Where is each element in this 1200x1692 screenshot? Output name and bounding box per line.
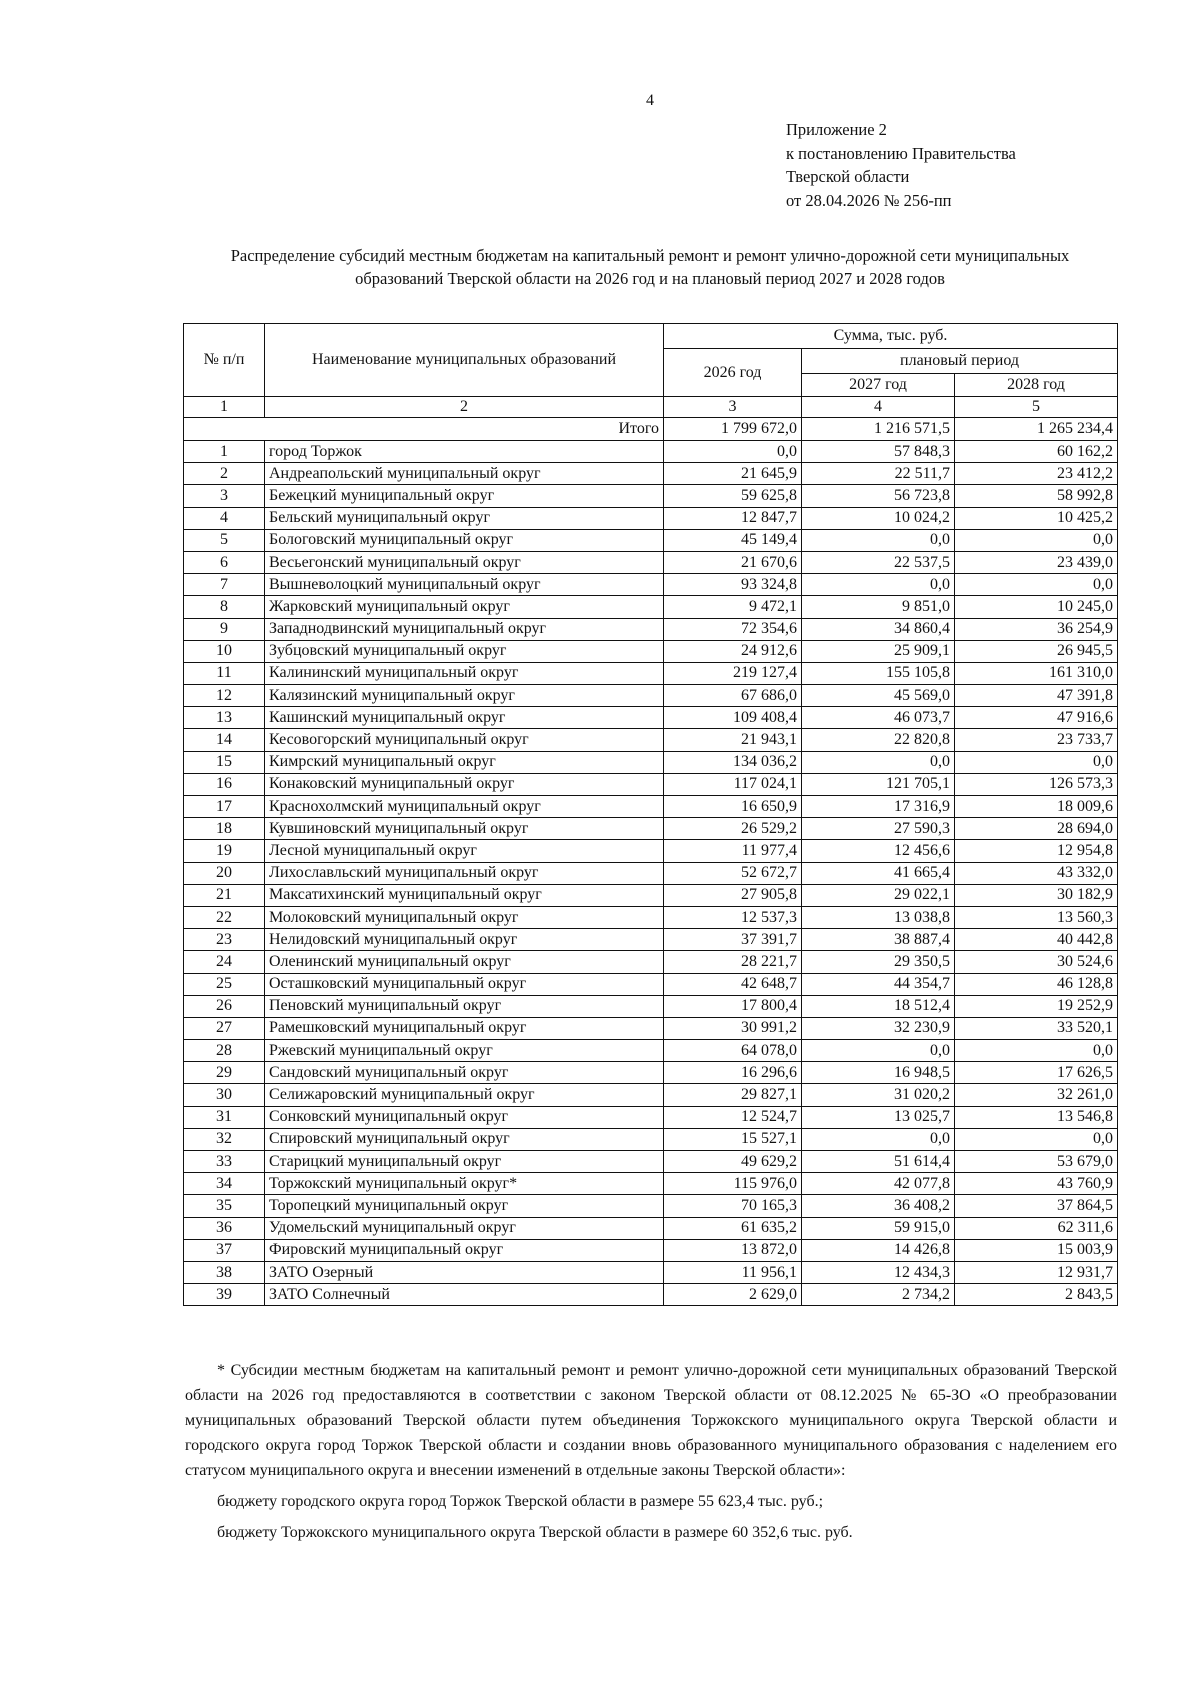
value-2027: 0,0 — [802, 1040, 955, 1062]
municipality-name: ЗАТО Озерный — [265, 1261, 664, 1283]
value-2027: 51 614,4 — [802, 1151, 955, 1173]
value-2026: 67 686,0 — [664, 685, 802, 707]
value-2027: 36 408,2 — [802, 1195, 955, 1217]
table-row — [184, 951, 1118, 973]
column-number: 1 — [184, 397, 265, 418]
value-2027: 0,0 — [802, 529, 955, 551]
value-2026: 16 650,9 — [664, 796, 802, 818]
value-2027: 31 020,2 — [802, 1084, 955, 1106]
value-2028: 30 524,6 — [955, 951, 1118, 973]
row-number: 36 — [184, 1217, 265, 1239]
value-2028: 62 311,6 — [955, 1217, 1118, 1239]
value-2026: 24 912,6 — [664, 640, 802, 662]
table-row — [184, 551, 1118, 573]
value-2026: 45 149,4 — [664, 529, 802, 551]
title-line: Распределение субсидий местным бюджетам на капитальный ремонт и ремонт улично-дорожной сети муниципальных — [230, 246, 1070, 265]
table-row — [184, 1239, 1118, 1261]
value-2026: 27 905,8 — [664, 884, 802, 906]
value-2026: 21 943,1 — [664, 729, 802, 751]
document-title — [180, 244, 1120, 290]
value-2028: 0,0 — [955, 1040, 1118, 1062]
table-row — [184, 1062, 1118, 1084]
municipality-name: Осташковский муниципальный округ — [265, 973, 664, 995]
value-2026: 117 024,1 — [664, 773, 802, 795]
value-2027: 2 734,2 — [802, 1284, 955, 1306]
value-2028: 53 679,0 — [955, 1151, 1118, 1173]
row-number: 5 — [184, 529, 265, 551]
value-2027: 0,0 — [802, 574, 955, 596]
value-2028: 2 843,5 — [955, 1284, 1118, 1306]
municipality-name: Лихославльский муниципальный округ — [265, 862, 664, 884]
value-2026: 42 648,7 — [664, 973, 802, 995]
value-2028: 15 003,9 — [955, 1239, 1118, 1261]
value-2027: 46 073,7 — [802, 707, 955, 729]
value-2028: 0,0 — [955, 1128, 1118, 1150]
table-row — [184, 906, 1118, 928]
header-2026: 2026 год — [664, 349, 802, 397]
municipality-name: Молоковский муниципальный округ — [265, 906, 664, 928]
municipality-name: Жарковский муниципальный округ — [265, 596, 664, 618]
municipality-name: Рамешковский муниципальный округ — [265, 1017, 664, 1039]
value-2028: 33 520,1 — [955, 1017, 1118, 1039]
value-2028: 12 954,8 — [955, 840, 1118, 862]
value-2027: 59 915,0 — [802, 1217, 955, 1239]
row-number: 30 — [184, 1084, 265, 1106]
value-2027: 14 426,8 — [802, 1239, 955, 1261]
value-2026: 11 977,4 — [664, 840, 802, 862]
row-number: 19 — [184, 840, 265, 862]
row-number: 24 — [184, 951, 265, 973]
value-2027: 16 948,5 — [802, 1062, 955, 1084]
value-2028: 23 733,7 — [955, 729, 1118, 751]
value-2026: 219 127,4 — [664, 662, 802, 684]
row-number: 4 — [184, 507, 265, 529]
value-2028: 37 864,5 — [955, 1195, 1118, 1217]
municipality-name: Торжокский муниципальный округ* — [265, 1173, 664, 1195]
value-2026: 49 629,2 — [664, 1151, 802, 1173]
value-2028: 47 391,8 — [955, 685, 1118, 707]
value-2027: 41 665,4 — [802, 862, 955, 884]
municipality-name: Весьегонский муниципальный округ — [265, 551, 664, 573]
appendix-line: от 28.04.2026 № 256-пп — [786, 190, 952, 210]
row-number: 11 — [184, 662, 265, 684]
value-2027: 12 434,3 — [802, 1261, 955, 1283]
value-2028: 46 128,8 — [955, 973, 1118, 995]
footnote-text: * Субсидии местным бюджетам на капитальный ремонт и ремонт улично-дорожной сети муниципальных образований Тверской области на 2026 год предоставляются в соответствии с законом Тверской области от 08.12.2025 № 65-ЗО «О преобразовании муниципальных образований Тверской области путем объединения Торжокского муниципального округа Тверской области и городского округа город Торжок Тверской области и создании вновь образованного муниципального образования с наделением его статусом муниципального округа и внесении изменений в отдельные законы Тверской области»: — [185, 1362, 1117, 1479]
table-row — [184, 463, 1118, 485]
value-2027: 22 820,8 — [802, 729, 955, 751]
value-2028: 12 931,7 — [955, 1261, 1118, 1283]
row-number: 29 — [184, 1062, 265, 1084]
row-number: 35 — [184, 1195, 265, 1217]
value-2026: 70 165,3 — [664, 1195, 802, 1217]
municipality-name: Зубцовский муниципальный округ — [265, 640, 664, 662]
row-number: 8 — [184, 596, 265, 618]
table-row — [184, 1217, 1118, 1239]
header-name: Наименование муниципальных образований — [265, 324, 664, 397]
value-2026: 17 800,4 — [664, 995, 802, 1017]
value-2028: 43 760,9 — [955, 1173, 1118, 1195]
value-2027: 0,0 — [802, 751, 955, 773]
total-label: Итого — [184, 418, 664, 441]
value-2028: 161 310,0 — [955, 662, 1118, 684]
municipality-name: Лесной муниципальный округ — [265, 840, 664, 862]
table-row — [184, 685, 1118, 707]
table-row — [184, 729, 1118, 751]
value-2026: 21 645,9 — [664, 463, 802, 485]
value-2028: 26 945,5 — [955, 640, 1118, 662]
table-row — [184, 1040, 1118, 1062]
value-2026: 21 670,6 — [664, 551, 802, 573]
value-2026: 29 827,1 — [664, 1084, 802, 1106]
value-2028: 0,0 — [955, 751, 1118, 773]
table-row — [184, 441, 1118, 463]
table-row — [184, 884, 1118, 906]
value-2026: 26 529,2 — [664, 818, 802, 840]
table-row — [184, 796, 1118, 818]
table-row — [184, 1084, 1118, 1106]
row-number: 1 — [184, 441, 265, 463]
value-2027: 34 860,4 — [802, 618, 955, 640]
value-2028: 30 182,9 — [955, 884, 1118, 906]
row-number: 13 — [184, 707, 265, 729]
municipality-name: Селижаровский муниципальный округ — [265, 1084, 664, 1106]
municipality-name: Сандовский муниципальный округ — [265, 1062, 664, 1084]
row-number: 27 — [184, 1017, 265, 1039]
appendix-line: к постановлению Правительства — [786, 143, 1016, 163]
row-number: 12 — [184, 685, 265, 707]
municipality-name: Конаковский муниципальный округ — [265, 773, 664, 795]
value-2028: 10 245,0 — [955, 596, 1118, 618]
value-2026: 9 472,1 — [664, 596, 802, 618]
page-number: 4 — [646, 92, 654, 109]
value-2028: 0,0 — [955, 574, 1118, 596]
table-row — [184, 662, 1118, 684]
municipality-name: Вышневолоцкий муниципальный округ — [265, 574, 664, 596]
subsidy-table — [183, 323, 1118, 1306]
value-2027: 22 511,7 — [802, 463, 955, 485]
value-2026: 13 872,0 — [664, 1239, 802, 1261]
table-row — [184, 1128, 1118, 1150]
value-2028: 10 425,2 — [955, 507, 1118, 529]
municipality-name: Кашинский муниципальный округ — [265, 707, 664, 729]
value-2028: 13 560,3 — [955, 906, 1118, 928]
table-row — [184, 640, 1118, 662]
municipality-name: Максатихинский муниципальный округ — [265, 884, 664, 906]
table-row — [184, 995, 1118, 1017]
municipality-name: Удомельский муниципальный округ — [265, 1217, 664, 1239]
municipality-name: Кувшиновский муниципальный округ — [265, 818, 664, 840]
row-number: 20 — [184, 862, 265, 884]
table-row — [184, 1173, 1118, 1195]
value-2028: 18 009,6 — [955, 796, 1118, 818]
table-row — [184, 751, 1118, 773]
row-number: 16 — [184, 773, 265, 795]
value-2028: 60 162,2 — [955, 441, 1118, 463]
value-2027: 29 022,1 — [802, 884, 955, 906]
header-num: № п/п — [184, 324, 265, 397]
value-2027: 9 851,0 — [802, 596, 955, 618]
value-2027: 44 354,7 — [802, 973, 955, 995]
row-number: 3 — [184, 485, 265, 507]
value-2027: 22 537,5 — [802, 551, 955, 573]
value-2028: 17 626,5 — [955, 1062, 1118, 1084]
value-2027: 155 105,8 — [802, 662, 955, 684]
value-2027: 25 909,1 — [802, 640, 955, 662]
value-2028: 28 694,0 — [955, 818, 1118, 840]
municipality-name: Ржевский муниципальный округ — [265, 1040, 664, 1062]
value-2026: 72 354,6 — [664, 618, 802, 640]
row-number: 34 — [184, 1173, 265, 1195]
value-2026: 12 537,3 — [664, 906, 802, 928]
municipality-name: Бологовский муниципальный округ — [265, 529, 664, 551]
municipality-name: Западнодвинский муниципальный округ — [265, 618, 664, 640]
footnote — [185, 1358, 1117, 1545]
total-2028: 1 265 234,4 — [955, 418, 1118, 441]
municipality-name: Краснохолмский муниципальный округ — [265, 796, 664, 818]
row-number: 39 — [184, 1284, 265, 1306]
table-row — [184, 1106, 1118, 1128]
title-line: образований Тверской области на 2026 год и на плановый период 2027 и 2028 годов — [355, 269, 945, 288]
value-2028: 47 916,6 — [955, 707, 1118, 729]
column-number: 3 — [664, 397, 802, 418]
value-2026: 12 847,7 — [664, 507, 802, 529]
value-2026: 0,0 — [664, 441, 802, 463]
value-2027: 12 456,6 — [802, 840, 955, 862]
value-2026: 11 956,1 — [664, 1261, 802, 1283]
table-row — [184, 929, 1118, 951]
table-row — [184, 1284, 1118, 1306]
row-number: 2 — [184, 463, 265, 485]
value-2028: 32 261,0 — [955, 1084, 1118, 1106]
value-2027: 29 350,5 — [802, 951, 955, 973]
row-number: 7 — [184, 574, 265, 596]
row-number: 26 — [184, 995, 265, 1017]
appendix-block — [786, 118, 1016, 212]
municipality-name: Старицкий муниципальный округ — [265, 1151, 664, 1173]
appendix-line: Тверской области — [786, 167, 910, 186]
table-row — [184, 818, 1118, 840]
value-2027: 0,0 — [802, 1128, 955, 1150]
municipality-name: город Торжок — [265, 441, 664, 463]
header-2027: 2027 год — [802, 374, 955, 397]
value-2027: 56 723,8 — [802, 485, 955, 507]
total-row — [184, 418, 1118, 441]
row-number: 23 — [184, 929, 265, 951]
municipality-name: ЗАТО Солнечный — [265, 1284, 664, 1306]
table-row — [184, 1017, 1118, 1039]
municipality-name: Кесовогорский муниципальный округ — [265, 729, 664, 751]
row-number: 22 — [184, 906, 265, 928]
table-row — [184, 485, 1118, 507]
value-2026: 93 324,8 — [664, 574, 802, 596]
row-number: 31 — [184, 1106, 265, 1128]
row-number: 14 — [184, 729, 265, 751]
row-number: 17 — [184, 796, 265, 818]
table-row — [184, 973, 1118, 995]
value-2026: 12 524,7 — [664, 1106, 802, 1128]
value-2027: 13 038,8 — [802, 906, 955, 928]
value-2026: 28 221,7 — [664, 951, 802, 973]
footnote-item: бюджету городского округа город Торжок Тверской области в размере 55 623,4 тыс. руб.; — [217, 1493, 824, 1510]
row-number: 9 — [184, 618, 265, 640]
value-2026: 2 629,0 — [664, 1284, 802, 1306]
value-2027: 32 230,9 — [802, 1017, 955, 1039]
value-2026: 30 991,2 — [664, 1017, 802, 1039]
value-2027: 27 590,3 — [802, 818, 955, 840]
value-2028: 126 573,3 — [955, 773, 1118, 795]
table-row — [184, 707, 1118, 729]
value-2027: 57 848,3 — [802, 441, 955, 463]
municipality-name: Бежецкий муниципальный округ — [265, 485, 664, 507]
row-number: 38 — [184, 1261, 265, 1283]
header-2028: 2028 год — [955, 374, 1118, 397]
municipality-name: Нелидовский муниципальный округ — [265, 929, 664, 951]
municipality-name: Спировский муниципальный округ — [265, 1128, 664, 1150]
table-row — [184, 574, 1118, 596]
appendix-line: Приложение 2 — [786, 120, 887, 139]
row-number: 21 — [184, 884, 265, 906]
municipality-name: Пеновский муниципальный округ — [265, 995, 664, 1017]
value-2027: 18 512,4 — [802, 995, 955, 1017]
value-2026: 16 296,6 — [664, 1062, 802, 1084]
column-number-row — [184, 397, 1118, 418]
row-number: 37 — [184, 1239, 265, 1261]
table-row — [184, 507, 1118, 529]
value-2026: 134 036,2 — [664, 751, 802, 773]
value-2026: 59 625,8 — [664, 485, 802, 507]
municipality-name: Фировский муниципальный округ — [265, 1239, 664, 1261]
table-row — [184, 1261, 1118, 1283]
value-2028: 19 252,9 — [955, 995, 1118, 1017]
value-2027: 121 705,1 — [802, 773, 955, 795]
table-row — [184, 773, 1118, 795]
value-2028: 40 442,8 — [955, 929, 1118, 951]
municipality-name: Калининский муниципальный округ — [265, 662, 664, 684]
municipality-name: Андреапольский муниципальный округ — [265, 463, 664, 485]
value-2026: 109 408,4 — [664, 707, 802, 729]
value-2028: 23 412,2 — [955, 463, 1118, 485]
value-2027: 45 569,0 — [802, 685, 955, 707]
table-row — [184, 862, 1118, 884]
row-number: 28 — [184, 1040, 265, 1062]
value-2027: 10 024,2 — [802, 507, 955, 529]
value-2026: 115 976,0 — [664, 1173, 802, 1195]
municipality-name: Оленинский муниципальный округ — [265, 951, 664, 973]
value-2027: 42 077,8 — [802, 1173, 955, 1195]
total-2027: 1 216 571,5 — [802, 418, 955, 441]
value-2028: 23 439,0 — [955, 551, 1118, 573]
row-number: 6 — [184, 551, 265, 573]
value-2027: 38 887,4 — [802, 929, 955, 951]
row-number: 25 — [184, 973, 265, 995]
column-number: 4 — [802, 397, 955, 418]
value-2028: 58 992,8 — [955, 485, 1118, 507]
footnote-item: бюджету Торжокского муниципального округа Тверской области в размере 60 352,6 тыс. руб. — [217, 1524, 853, 1541]
total-2026: 1 799 672,0 — [664, 418, 802, 441]
table-row — [184, 1151, 1118, 1173]
value-2026: 64 078,0 — [664, 1040, 802, 1062]
column-number: 5 — [955, 397, 1118, 418]
table-row — [184, 618, 1118, 640]
row-number: 10 — [184, 640, 265, 662]
value-2026: 61 635,2 — [664, 1217, 802, 1239]
row-number: 33 — [184, 1151, 265, 1173]
row-number: 15 — [184, 751, 265, 773]
municipality-name: Кимрский муниципальный округ — [265, 751, 664, 773]
value-2026: 15 527,1 — [664, 1128, 802, 1150]
row-number: 18 — [184, 818, 265, 840]
value-2028: 13 546,8 — [955, 1106, 1118, 1128]
municipality-name: Торопецкий муниципальный округ — [265, 1195, 664, 1217]
table-row — [184, 596, 1118, 618]
table-row — [184, 1195, 1118, 1217]
header-sum: Сумма, тыс. руб. — [664, 324, 1118, 349]
row-number: 32 — [184, 1128, 265, 1150]
municipality-name: Сонковский муниципальный округ — [265, 1106, 664, 1128]
value-2027: 13 025,7 — [802, 1106, 955, 1128]
table-row — [184, 840, 1118, 862]
value-2026: 52 672,7 — [664, 862, 802, 884]
value-2028: 43 332,0 — [955, 862, 1118, 884]
header-plan-period: плановый период — [802, 349, 1118, 374]
municipality-name: Калязинский муниципальный округ — [265, 685, 664, 707]
value-2028: 36 254,9 — [955, 618, 1118, 640]
municipality-name: Бельский муниципальный округ — [265, 507, 664, 529]
value-2028: 0,0 — [955, 529, 1118, 551]
table-row — [184, 529, 1118, 551]
value-2026: 37 391,7 — [664, 929, 802, 951]
column-number: 2 — [265, 397, 664, 418]
value-2027: 17 316,9 — [802, 796, 955, 818]
